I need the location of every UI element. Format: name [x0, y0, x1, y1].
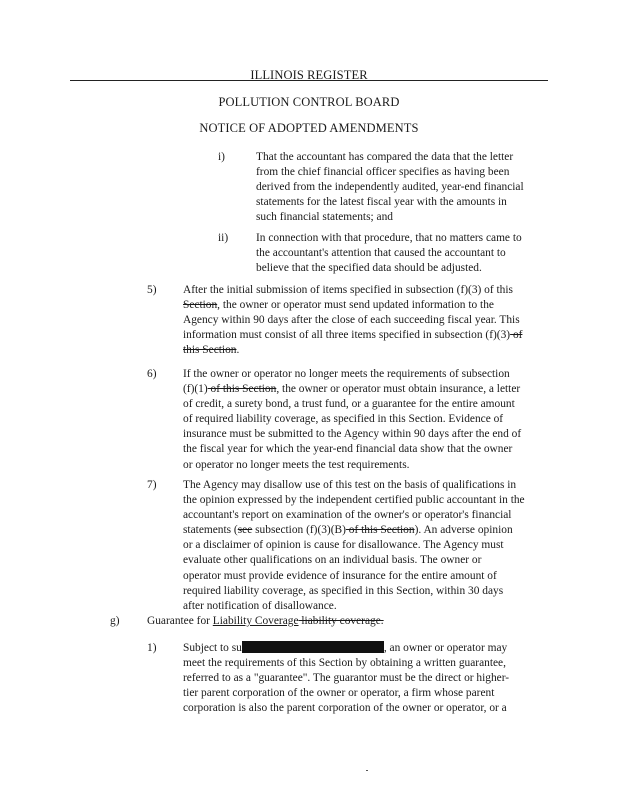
- underlined-text: Liability Coverage: [212, 615, 299, 627]
- item-i-number: i): [218, 151, 225, 163]
- text-line: believe that the specified data should be adjusted.: [256, 262, 482, 275]
- text-line: derived from the independently audited, year-end financial: [256, 181, 524, 194]
- text-span: , an owner or operator may: [383, 642, 508, 654]
- text-line: [183, 641, 509, 656]
- text-line: [183, 328, 522, 343]
- redaction-bar: [242, 641, 384, 653]
- text-line: After the initial submission of items specified in subsection (f)(3) of this: [183, 284, 513, 296]
- text-span: , the owner or operator must send updated information to the: [217, 299, 494, 312]
- item-g-number: g): [110, 615, 120, 627]
- text-line: of required liability coverage, as specified in this Section. Evidence of: [183, 413, 504, 426]
- text-line: meet the requirements of this Section by obtaining a written guarantee,: [183, 657, 506, 670]
- text-line: from the chief financial officer specifies as having been: [256, 166, 510, 179]
- text-line: [147, 614, 384, 629]
- text-line: required liability coverage, as specified in this Section, within 30 days: [183, 584, 504, 597]
- text-span: subsection (f)(3)(B): [252, 524, 346, 537]
- text-span: (f)(1): [183, 383, 208, 396]
- register-title: ILLINOIS REGISTER: [250, 68, 368, 82]
- item-i-text: [256, 150, 524, 225]
- text-line: If the owner or operator no longer meets the requirements of subsection: [183, 368, 510, 380]
- item-7-text: [183, 478, 525, 614]
- struck-text: liability coverage.: [298, 615, 384, 627]
- text-span: statements (: [183, 524, 238, 537]
- struck-text: this Section: [183, 344, 237, 357]
- text-line: statements for the latest fiscal year with the amounts in: [256, 196, 507, 209]
- text-span: , the owner or operator must obtain insurance, a letter: [276, 383, 521, 396]
- scan-speck: [366, 770, 368, 771]
- text-line: [183, 382, 521, 397]
- text-line: tier parent corporation of the owner or operator, a firm whose parent: [183, 687, 495, 700]
- struck-text: Section: [183, 299, 218, 312]
- text-line: the fiscal year for which the year-end financial data show that the owner: [183, 443, 513, 456]
- header-rule: [70, 80, 548, 81]
- text-line: [183, 298, 522, 313]
- text-line: insurance must be submitted to the Agency within 90 days after the end of: [183, 428, 522, 441]
- text-line: operator must provide evidence of insurance for the entire amount of: [183, 569, 497, 582]
- struck-text: of: [510, 329, 523, 342]
- text-line: In connection with that procedure, that no matters came to: [256, 232, 522, 244]
- item-g1-text: [183, 641, 509, 716]
- text-line: after notification of disallowance.: [183, 599, 337, 612]
- text-line: evaluate other qualifications on an individual basis. The owner or: [183, 554, 482, 567]
- text-line: referred to as a "guarantee". The guarantor must be the direct or higher-: [183, 672, 510, 685]
- text-span: Subject to su: [183, 642, 242, 654]
- struck-text: see: [237, 524, 253, 537]
- text-span: information must consist of all three items specified in subsection (f)(3): [183, 329, 511, 342]
- text-line: Agency within 90 days after the close of each succeeding fiscal year. This: [183, 314, 520, 327]
- notice-title: NOTICE OF ADOPTED AMENDMENTS: [199, 121, 419, 135]
- text-line: of credit, a surety bond, a trust fund, or a guarantee for the entire amount: [183, 398, 515, 411]
- text-line: [183, 343, 522, 358]
- item-ii-text: [256, 231, 522, 276]
- text-line: such financial statements; and: [256, 211, 393, 224]
- item-g-heading: [147, 614, 384, 629]
- item-5-number: 5): [147, 284, 157, 296]
- text-line: accountant's report on examination of the owner's or operator's financial: [183, 509, 512, 522]
- item-6-number: 6): [147, 368, 157, 380]
- text-line: the accountant's attention that caused the accountant to: [256, 247, 506, 260]
- text-span: .: [236, 344, 240, 357]
- item-g1-number: 1): [147, 642, 157, 654]
- text-span: ). An adverse opinion: [414, 524, 513, 537]
- text-line: The Agency may disallow use of this test on the basis of qualifications in: [183, 479, 517, 491]
- board-title: POLLUTION CONTROL BOARD: [218, 95, 400, 109]
- item-6-text: [183, 367, 521, 473]
- struck-text: of this Section: [207, 383, 277, 396]
- struck-text: of this Section: [345, 524, 415, 537]
- text-span: Guarantee for: [147, 615, 213, 627]
- text-line: corporation is also the parent corporation of the owner or operator, or a: [183, 702, 507, 715]
- item-7-number: 7): [147, 479, 157, 491]
- text-line: [183, 523, 525, 538]
- item-ii-number: ii): [218, 232, 229, 244]
- text-line: the opinion expressed by the independent certified public accountant in the: [183, 494, 525, 507]
- item-5-text: [183, 283, 522, 358]
- text-line: or a disclaimer of opinion is cause for disallowance. The Agency must: [183, 539, 504, 552]
- text-line: That the accountant has compared the data that the letter: [256, 151, 514, 163]
- text-line: or operator no longer meets the test requirements.: [183, 458, 410, 471]
